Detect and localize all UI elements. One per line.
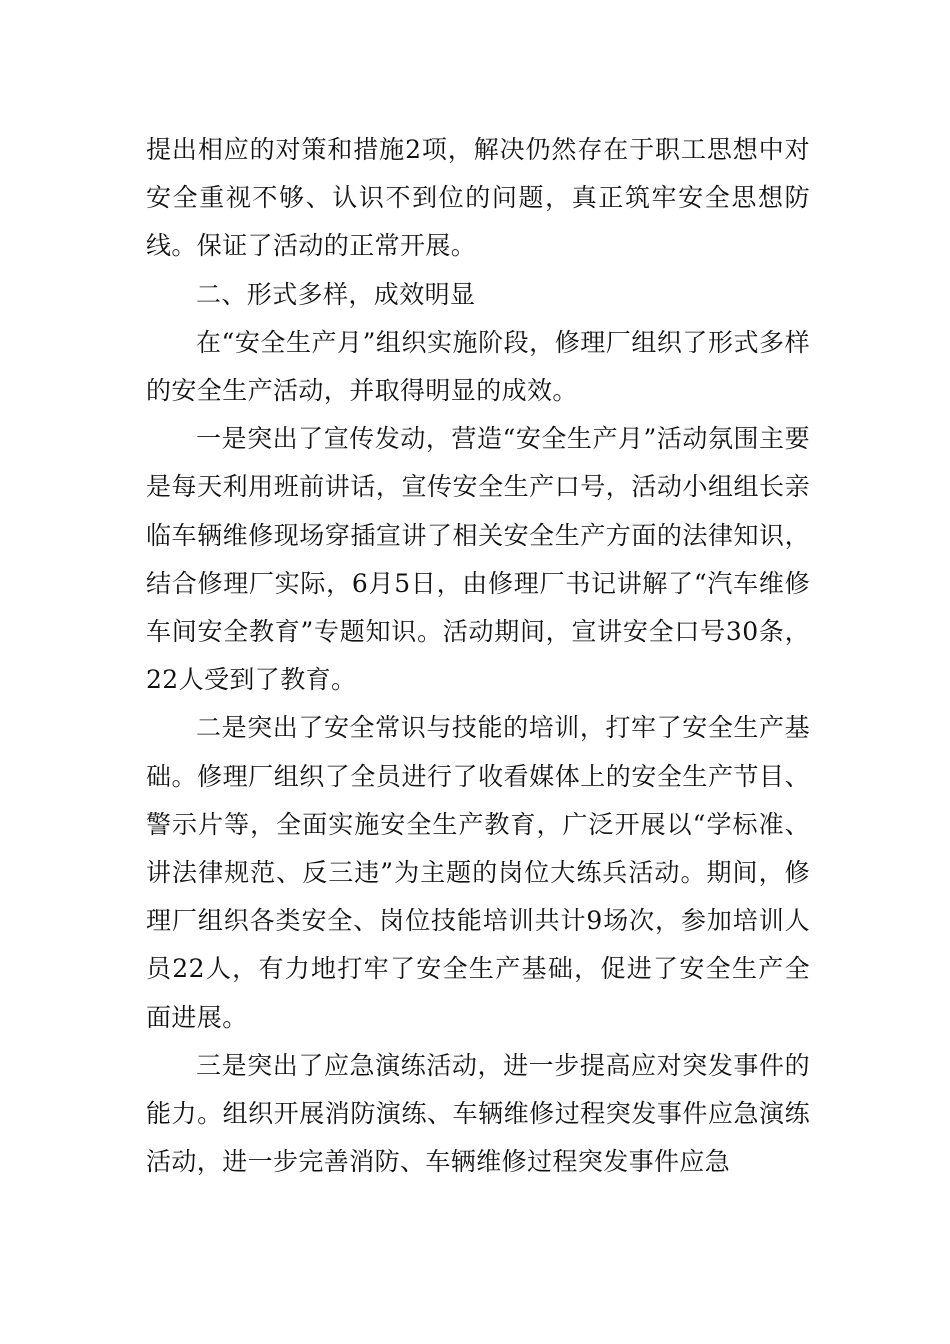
paragraph-intro: 在“安全生产月”组织实施阶段，修理厂组织了形式多样的安全生产活动，并取得明显的成效。 — [146, 327, 810, 406]
paragraph-item-one: 一是突出了宣传发动，营造“安全生产月”活动氛围主要是每天利用班前讲话，宣传安全生产口号，活动小组组长亲临车辆维修现场穿插宣讲了相关安全生产方面的法律知识，结合修理厂实际，6月5日，由修理厂书记讲解了“汽车维修车间安全教育”专题知识。活动期间，宣讲安全口号30条，22人受到了教育。 — [146, 424, 810, 695]
document-body — [146, 126, 810, 1186]
section-heading: 二、形式多样，成效明显 — [196, 279, 476, 309]
paragraph-item-two: 二是突出了安全常识与技能的培训，打牢了安全生产基础。修理厂组织了全员进行了收看媒体上的安全生产节目、警示片等，全面实施安全生产教育，广泛开展以“学标准、讲法律规范、反三违”为主题的岗位大练兵活动。期间，修理厂组织各类安全、岗位技能培训共计9场次，参加培训人员22人，有力地打牢了安全生产基础，促进了安全生产全面进展。 — [146, 713, 810, 1032]
paragraph-continuation: 提出相应的对策和措施2项，解决仍然存在于职工思想中对安全重视不够、认识不到位的问题，真正筑牢安全思想防线。保证了活动的正常开展。 — [146, 135, 810, 261]
paragraph-item-three: 三是突出了应急演练活动，进一步提高应对突发事件的能力。组织开展消防演练、车辆维修过程突发事件应急演练活动，进一步完善消防、车辆维修过程突发事件应急 — [146, 1050, 810, 1177]
